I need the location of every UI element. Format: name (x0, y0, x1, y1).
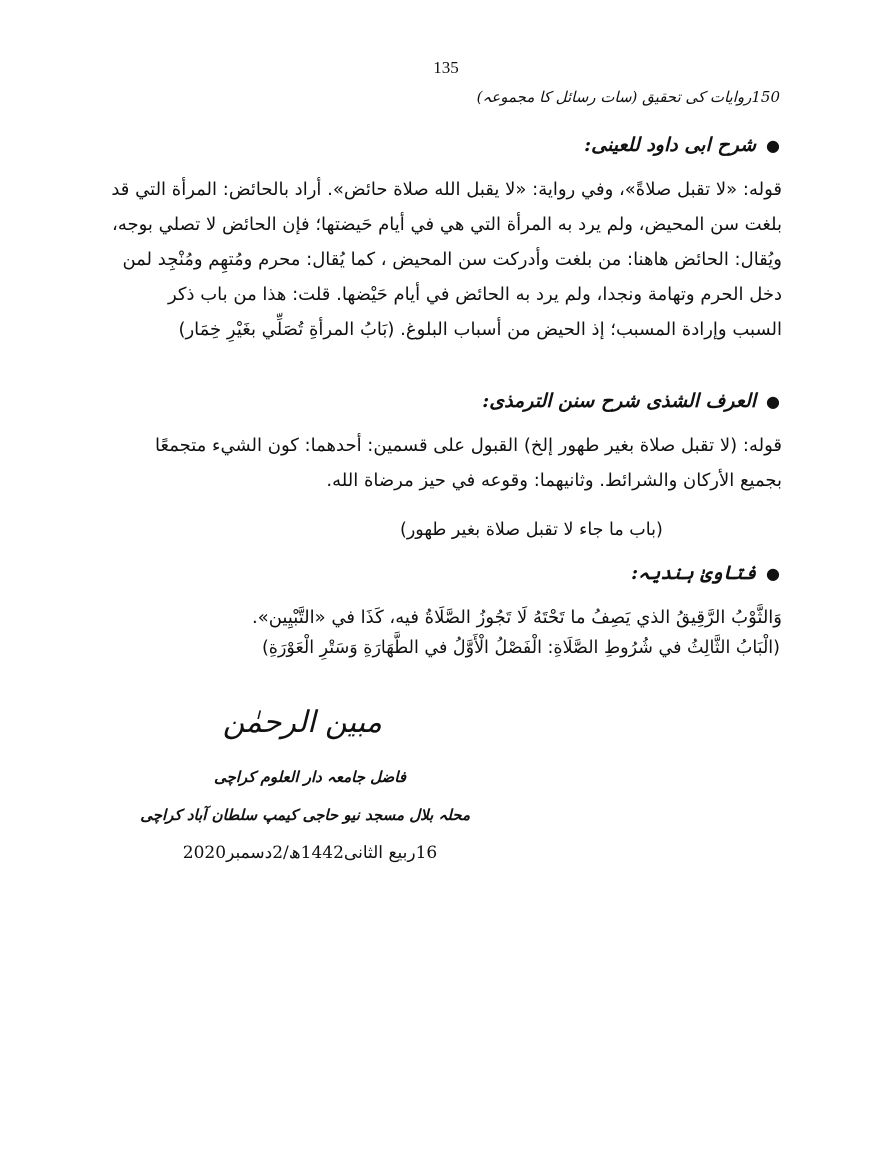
section-body-fatawa-hindiyya (110, 600, 782, 635)
text-line: قوله: «لا تقبل صلاةً»، وفي رواية: «لا يقبل الله صلاة حائض». أراد بالحائض: المرأة التي قد (111, 179, 782, 200)
page-number: 135 (433, 58, 459, 77)
text-line: وَالثَّوْبُ الرَّقِيقُ الذي يَصِفُ ما تَحْتَهُ لَا تَجُوزُ الصَّلَاةُ فيه، كَذَا في «التَّبْيِين». (251, 607, 782, 628)
bullet-icon: ● (766, 392, 780, 411)
text-line: دخل الحرم وتهامة ونجدا، ولم يرد به الحائض في أيام حَيْضها. قلت: هذا من باب ذكر (167, 284, 782, 305)
text-line: قوله: (لا تقبل صلاة بغير طهور إلخ) القبول على قسمين: أحدهما: كون الشيء متجمعًا (155, 435, 782, 456)
section-heading-fatawa-hindiyya: ●فتاویٰ ہندیہ: (631, 562, 780, 584)
section-reference: (الْبَابُ الثَّالِثُ في شُرُوطِ الصَّلَاةِ: الْفَصْلُ الْأَوَّلُ في الطَّهَارَةِ وَسَتْرِ الْعَوْرَةِ) (261, 638, 780, 658)
section-heading-sharh-abi-dawud: ●شرح ابی داود للعینی: (584, 134, 780, 156)
running-head: 150روایات کی تحقیق (سات رسائل کا مجموعہ) (476, 88, 780, 106)
section-heading-al-arf-al-shadhi: ●العرف الشذی شرح سنن الترمذی: (482, 390, 780, 412)
section-body-sharh-abi-dawud (110, 172, 782, 347)
signature-date: 16ربیع الثانی1442ھ/2دسمبر2020 (182, 843, 438, 863)
text-line: ويُقال: الحائض هاهنا: من بلغت وأدركت سن المحيض ، كما يُقال: محرم ومُتهِم ومُنْجِد لمن (122, 249, 782, 270)
signature-name: مبین الرحمٰن (222, 705, 382, 740)
bullet-icon: ● (766, 136, 780, 155)
section-reference: (باب ما جاء لا تقبل صلاة بغير طهور) (400, 520, 663, 540)
text-line: السبب وإرادة المسبب؛ إذ الحيض من أسباب البلوغ. (بَابُ المرأةِ تُصَلِّي بغَيْرِ خِمَار) (178, 319, 782, 340)
section-body-al-arf-al-shadhi (110, 428, 782, 498)
text-line: بجميع الأركان والشرائط. وثانيهما: وقوعه في حيز مرضاة الله. (326, 470, 782, 491)
bullet-icon: ● (766, 564, 780, 583)
text-line: بلغت سن المحيض، ولم يرد به المرأة التي هي في أيام حَيضتها؛ فإن الحائض لا تصلي بوجه، (112, 214, 782, 235)
signature-address: محلہ بلال مسجد نیو حاجی کیمپ سلطان آباد کراچی (140, 806, 470, 824)
signature-title: فاضل جامعہ دار العلوم کراچی (213, 768, 407, 786)
